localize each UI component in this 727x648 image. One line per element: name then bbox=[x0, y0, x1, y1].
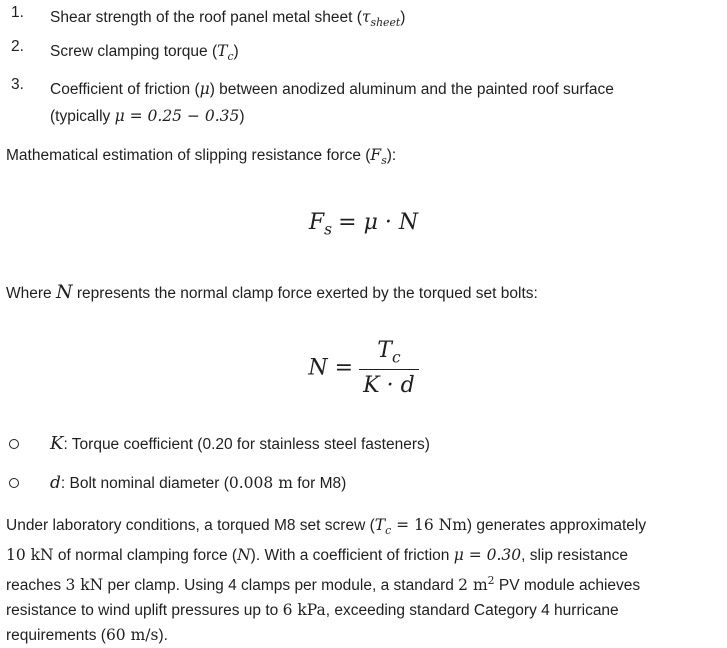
fraction: $\frac{T_c}{K \cdot d}$ bbox=[359, 338, 419, 398]
list-number: 1. bbox=[11, 4, 24, 21]
equation-slip-force: $F_s = \mu \cdot N$ bbox=[308, 210, 419, 239]
paragraph-laboratory-results: Under laboratory conditions, a torqued M8 set screw ($T_c = 16$ Nm) generates approximately 10 kN of normal clamping force (N). With a coefficient of friction μ = 0.30, slip resistance reaches 3 kN per clamp. Using 4 clamps per module, a standard 2 $m^2$ PV module achieves resistance to wind uplift pressures up to 6 kPa, exceeding standard Category 4 hurricane requirements (60 m/s). bbox=[6, 516, 647, 645]
paragraph-estimation: Mathematical estimation of slipping resistance force $(F_s)$: bbox=[6, 146, 397, 168]
circle-bullet-icon bbox=[9, 439, 19, 449]
list-text: Coefficient of friction (μ) between anodized aluminum and the painted roof surface (typically μ = 0.25 − 0.35) bbox=[50, 80, 614, 125]
paragraph-normal-force: Where N represents the normal clamp force exerted by the torqued set bolts: bbox=[6, 281, 538, 303]
list-number: 2. bbox=[11, 38, 24, 55]
list-text: Shear strength of the roof panel metal sheet $(\tau_{sheet})$ bbox=[50, 8, 406, 30]
circle-bullet-icon bbox=[9, 478, 19, 488]
list-text: Screw clamping torque $(T_c)$ bbox=[50, 42, 239, 64]
list-number: 3. bbox=[11, 76, 24, 93]
equation-normal-force: N = $\frac{T_c}{K \cdot d}$ bbox=[0, 338, 727, 398]
